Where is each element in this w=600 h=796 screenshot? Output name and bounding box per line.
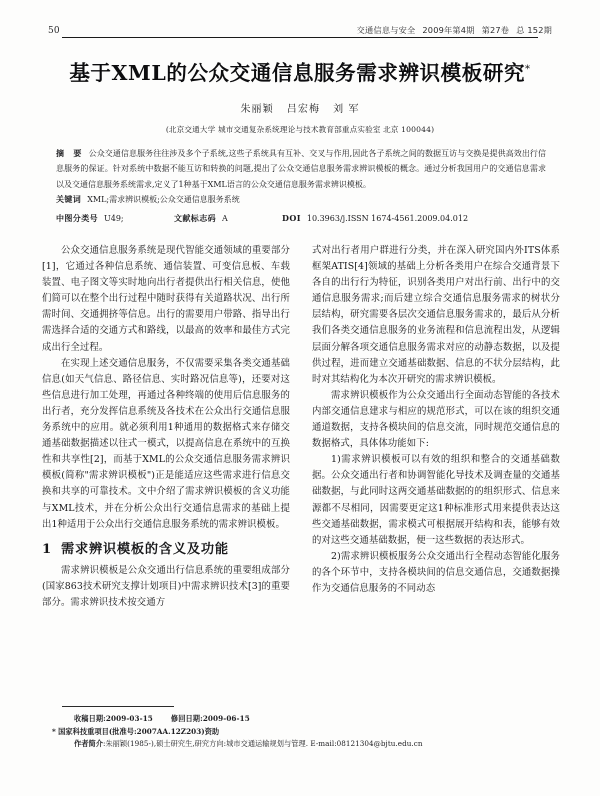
clc-value: U49;: [104, 213, 124, 223]
paragraph: 在实现上述交通信息服务，不仅需要采集各类交通基础信息(如天气信息、路径信息、实时路况信息等)，还要对这些信息进行加工处理，再通过各种终端的使用后信息服务的出行者，充分发挥信息系统及各技术在公众出行交通信息服务系统中的应用。就必须利用1种通用的数据格式来存储交通基础数据描述以往式一模式，以提高信息在系统中的互换性和共享性[2]，而基于XML的公众交通信息服务需求辨识模板(简称"需求辨识模板")正是能适应这些需求进行信息交换和共享的可靠技术。文中介绍了需求辨识模板的含义功能与XML技术，并在分析公众出行交通信息需求的基础上提出1种适用于公众出行交通信息服务系统的需求辨识模板。: [42, 357, 290, 530]
author-1: 朱丽颖: [240, 104, 274, 115]
journal-info: [357, 25, 552, 36]
footnote-dates: 收稿日期:2009-03-15 修回日期:2009-06-15: [74, 714, 250, 723]
doi-value: 10.3963/j.ISSN 1674-4561.2009.04.012: [306, 213, 469, 223]
title-text: 基于XML的公众交通信息服务需求辨识模板研究: [69, 61, 526, 85]
doc-code-group: [174, 211, 282, 226]
footnote-rule: [62, 706, 174, 707]
author-3: 刘 军: [333, 104, 360, 115]
keywords-line: [56, 192, 546, 207]
keywords-label: 关键词: [56, 194, 82, 205]
journal-volume: 第27卷: [481, 25, 510, 35]
left-column: [42, 243, 290, 695]
section-number: 1: [42, 541, 52, 557]
received-date: 2009-03-15: [105, 714, 153, 723]
doi-label: DOI: [282, 212, 301, 223]
list-item: 2)需求辨识模板服务公众交通出行全程动态智能化服务的各个环节中，支持各模块间的信息交通信息，交通数据操作为交通信息服务的不同动态: [312, 550, 560, 594]
body-columns: [42, 243, 560, 695]
received-label: 收稿日期: [74, 714, 104, 723]
footnote-author-bio: 作者简介:朱丽颖(1985-),硕士研究生,研究方向:城市交通运输规划与管理. E-mail:08121304@bjtu.edu.cn: [74, 739, 423, 749]
paragraph: 式对出行者用户群进行分类，并在深入研究国内外ITS体系框架ATIS[4]领域的基础上分析各类用户在综合交通背景下各自的出行行为特征，识别各类用户对出行前、出行中的交通信息服务需求;而后建立综合交通信息服务需求的树状分层结构，研究需要各层次交通信息服务需求的，最后从分析我们各类交通信息服务的业务流程和信息流程出发，从逻辑层面分解各项交通信息服务需求对应的动静态数据，以及提供过程，进而建立交通基础数据、信息的不状分层结构，此时对其结构化为本次开研究的需求辨识模板。: [312, 245, 560, 385]
list-item: 1)需求辨识模板可以有效的组织和整合的交通基础数据。公众交通出行者和协调智能化导技术及调查量的交通基础数据，与此同时这两交通基础数据的的组织形式、信息来源都不尽相同，因需要更定这1种标准形式用来提供表达这些交通基础数据，需求模式可根据展开结构和表，能够有效的对这些交通基础数据，便一这些数据的表达形式。: [312, 454, 560, 546]
revised-date: 2009-06-15: [202, 714, 250, 723]
paragraph: 需求辨识模板是公众交通出行信息系统的重要组成部分(国家863技术研究支撑计划项目)中需求辨识技术[3]的重要部分。需求辨识技术按交通方: [42, 564, 290, 608]
clc-group: [56, 211, 174, 226]
footnote-funding: [52, 726, 556, 739]
doc-code-value: A: [222, 213, 228, 223]
funding-text: 国家科技重项目(批准号:2007AA.12Z203)资助: [58, 726, 220, 736]
paragraph: 需求辨识模板作为公众交通出行全面动态智能的各技术内部交通信息建求与相应的规范形式，可以在该的组织交通通道数据，支持各模块间的信息交流，同时规范交通信息的数据格式，具体体功能如下:: [312, 389, 560, 450]
clc-label: 中图分类号: [56, 212, 98, 223]
classification-line: [56, 211, 546, 226]
journal-issue: 2009年第4期: [422, 25, 475, 35]
author-2: 吕宏梅: [286, 104, 321, 115]
doc-code-label: 文献标志码: [174, 212, 216, 223]
paragraph: 公众交通信息服务系统是现代智能交通领域的重要部分[1]，它通过各种信息系统、通信装置、可变信息板、车载装置、电子图文等实时地向出行者提供出行相关信息，使他们简可以在整个出行过程中随时获得有关道路状况、出行所需时间、交通拥挤等信息。出行的需要用户带路、指导出行需选择合适的交通方式和路线，以最高的效率和最佳方式完成出行全过程。: [42, 245, 290, 353]
footnote-block: [52, 713, 556, 751]
section-heading-1: [42, 542, 290, 558]
running-head: [48, 22, 552, 36]
bio-label: 作者简介: [74, 739, 103, 749]
page-title: [40, 56, 560, 86]
title-footnote-mark: *: [525, 64, 531, 76]
bio-text: 朱丽颖(1985-),硕士研究生,研究方向:城市交通运输规划与管理. E-mail:08121304@bjtu.edu.cn: [105, 739, 423, 749]
revised-label: 修回日期: [170, 714, 201, 723]
right-column: [312, 243, 560, 695]
abstract-label: 摘 要: [56, 148, 85, 158]
doi-group: [282, 211, 546, 226]
author-list: [0, 100, 600, 115]
journal-name: 交通信息与安全: [356, 25, 416, 35]
affiliation: (北京交通大学 城市交通复杂系统理论与技术教育部重点实验室 北京 100044): [165, 125, 435, 134]
header-rule: [62, 37, 538, 38]
page-number: 50: [48, 26, 60, 36]
abstract-paragraph: [56, 146, 546, 192]
keywords-text: XML;需求辨识模板;公众交通信息服务系统: [87, 195, 240, 205]
abstract-block: [56, 146, 546, 226]
section-title: 需求辨识模板的含义及功能: [60, 541, 229, 557]
journal-serial: 总 152期: [516, 25, 552, 35]
abstract-text: 公众交通信息服务往往涉及多个子系统,这些子系统具有互补、交叉与作用,因此各子系统之间的数据互访与交换是提供高效出行信息服务的保证。针对系统中数据不能互访和转换的问题,提出了公众交通信息服务需求辨识模板的概念。通过分析我国用户的交通信息需求以及交通信息服务系统需求,定义了1种基于XML语言的公众交通信息服务需求辨识模板。: [56, 149, 546, 189]
funding-mark: *: [52, 726, 56, 736]
